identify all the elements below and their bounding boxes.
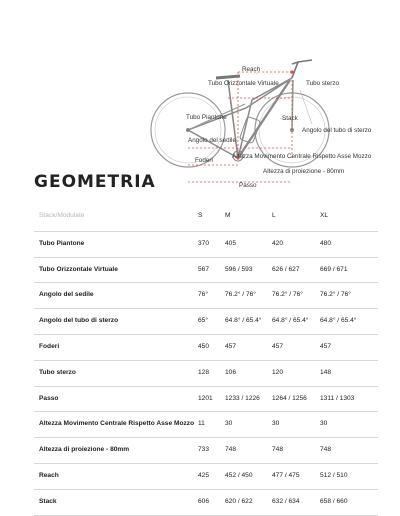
- cell-s: 370: [198, 239, 210, 247]
- row-label: Passo: [39, 394, 59, 402]
- cell-xl: 480: [320, 239, 332, 247]
- header-size-xl: XL: [320, 212, 329, 219]
- cell-s: 1201: [198, 394, 213, 402]
- cell-l: 420: [272, 239, 284, 247]
- row-label: Tubo Orizzontale Virtuale: [39, 265, 118, 273]
- table-row: [34, 489, 378, 516]
- geometry-table: [34, 206, 378, 516]
- row-label: Tubo Piantone: [39, 239, 85, 247]
- cell-l: 30: [272, 420, 280, 428]
- table-row: [34, 411, 378, 437]
- label-angolo-tubo-sterzo: Angolo del tubo di sterzo: [302, 127, 372, 134]
- row-label: Angolo del tubo di sterzo: [39, 317, 119, 325]
- cell-m: 405: [225, 239, 237, 247]
- cell-l: 477 / 475: [272, 471, 300, 479]
- label-stack: Stack: [282, 115, 298, 122]
- table-row: [34, 437, 378, 463]
- row-label: Foderi: [39, 342, 60, 350]
- seat-post: [228, 80, 238, 158]
- table-header-row: [34, 206, 378, 231]
- cell-l: 76.2° / 76°: [272, 291, 303, 299]
- table-row: [34, 282, 378, 308]
- label-passo: Passo: [239, 182, 257, 189]
- label-altezza-proiezione: Altezza di proiezione - 80mm: [263, 168, 345, 175]
- cell-xl: 658 / 660: [320, 497, 348, 505]
- table-row: [34, 231, 378, 257]
- row-label: Angolo del sedile: [39, 291, 94, 299]
- cell-m: 620 / 622: [225, 497, 253, 505]
- page-title: GEOMETRIA: [34, 172, 156, 192]
- header-size-m: M: [225, 212, 231, 219]
- cell-xl: 30: [320, 420, 328, 428]
- cell-m: 748: [225, 446, 237, 454]
- label-tubo-piantone: Tubo Piantone: [186, 114, 227, 121]
- cell-s: 11: [198, 420, 205, 428]
- cell-m: 457: [225, 342, 237, 350]
- table-row: [34, 386, 378, 412]
- label-angolo-sedile: Angolo del sedile: [188, 137, 236, 144]
- cell-s: 567: [198, 265, 210, 273]
- cell-l: 457: [272, 342, 284, 350]
- header-label: Stack/Modulate: [39, 212, 85, 219]
- cell-l: 64.8° / 65.4°: [272, 317, 309, 325]
- table-row: [34, 308, 378, 334]
- cell-xl: 748: [320, 446, 332, 454]
- row-label: Tubo sterzo: [39, 368, 76, 376]
- cell-l: 632 / 634: [272, 497, 300, 505]
- row-label: Reach: [39, 471, 59, 479]
- table-row: [34, 334, 378, 360]
- row-label: Altezza di proiezione - 80mm: [39, 446, 130, 454]
- cell-m: 64.8° / 65.4°: [225, 317, 262, 325]
- header-size-s: S: [198, 212, 203, 219]
- cell-m: 596 / 593: [225, 265, 253, 273]
- bike-geometry-diagram: [0, 0, 400, 190]
- cell-m: 1233 / 1226: [225, 394, 260, 402]
- cell-xl: 669 / 671: [320, 265, 348, 273]
- header-size-l: L: [272, 212, 276, 219]
- saddle: [216, 76, 240, 78]
- label-reach: Reach: [242, 66, 261, 73]
- handlebar: [292, 60, 312, 78]
- label-altezza-movimento: Altezza Movimento Centrale Rispetto Asse Mozzo: [232, 153, 372, 160]
- cell-s: 76°: [198, 291, 208, 299]
- cell-xl: 64.8° / 65.4°: [320, 317, 357, 325]
- label-tubo-orizzontale-virtuale: Tubo Orizzontale Virtuale: [208, 80, 279, 87]
- cell-xl: 76.2° / 76°: [320, 291, 351, 299]
- label-tubo-sterzo: Tubo sterzo: [306, 80, 340, 87]
- row-label: Stack: [39, 497, 57, 505]
- cell-s: 450: [198, 342, 210, 350]
- table-row: [34, 360, 378, 386]
- cell-l: 626 / 627: [272, 265, 300, 273]
- cell-xl: 512 / 510: [320, 471, 348, 479]
- cell-m: 452 / 450: [225, 471, 253, 479]
- row-label: Altezza Movimento Centrale Rispetto Asse Mozzo: [39, 420, 195, 428]
- head-marker: [290, 70, 293, 73]
- cell-m: 106: [225, 368, 237, 376]
- table-row: [34, 463, 378, 489]
- cell-s: 733: [198, 446, 210, 454]
- head-angle-leader: [300, 90, 312, 124]
- cell-s: 65°: [198, 317, 208, 325]
- cell-m: 76.2° / 76°: [225, 291, 256, 299]
- cell-s: 425: [198, 471, 210, 479]
- cell-s: 128: [198, 368, 210, 376]
- cell-l: 120: [272, 368, 284, 376]
- rear-hub: [186, 128, 190, 132]
- cell-l: 748: [272, 446, 284, 454]
- cell-xl: 457: [320, 342, 332, 350]
- cell-xl: 1311 / 1303: [320, 394, 355, 402]
- label-foderi: Foderi: [195, 157, 213, 164]
- cell-l: 1264 / 1256: [272, 394, 307, 402]
- cell-s: 606: [198, 497, 210, 505]
- cell-xl: 148: [320, 368, 332, 376]
- table-row: [34, 257, 378, 283]
- cell-m: 30: [225, 420, 233, 428]
